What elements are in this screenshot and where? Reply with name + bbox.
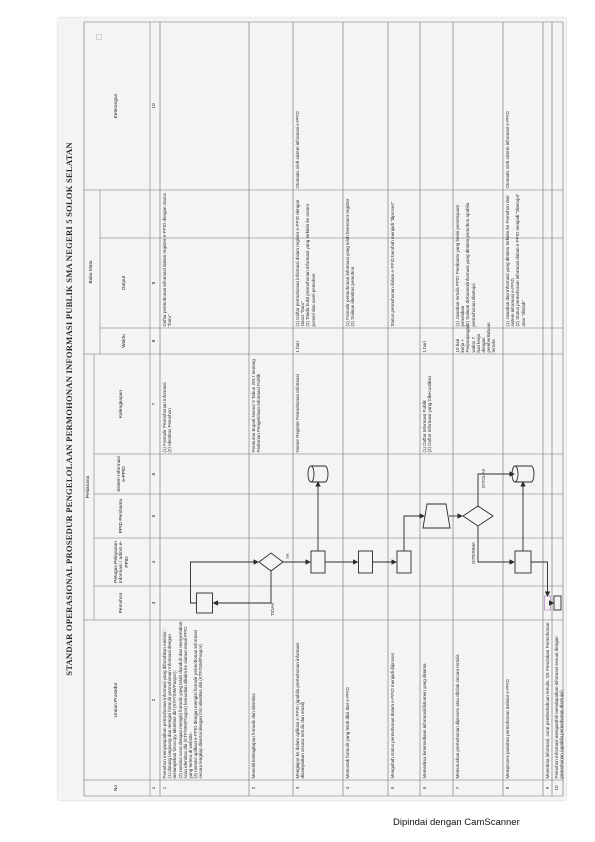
row-kelengkapan-line: Nomor Register Permohonan Informasi (295, 374, 300, 453)
header-sistem: Sistem Informasi e-PPID (116, 456, 127, 492)
column-number: 3 (152, 601, 158, 605)
row-kelengkapan-line: (1) Daftar Informasi Publik (422, 400, 427, 453)
document-title: STANDAR OPERASIONAL PROSEDUR PENGELOLAAN PERMOHONAN INFORMASI PUBLIK SMA NEGERI 5 SOLOK SELATAN (64, 142, 74, 676)
header-keterangan: Keterangan (114, 93, 120, 119)
row-number: 1 (162, 786, 167, 790)
row-waktu: 1 hari (422, 341, 427, 353)
row-output-line: (2) Salinan identitas pemohon (350, 266, 356, 327)
row-output-line: (2) Salinan dokumen/informasi yang diminta pemohon apabila permohonan disetujui (465, 202, 476, 327)
column-number: 10 (152, 103, 158, 109)
header-output: Output (122, 275, 128, 291)
row-uraian-line: Memproses jawaban permohonan melalui e-PPID (505, 679, 510, 779)
row-number: 5 (390, 786, 395, 790)
process-print-form (359, 551, 373, 573)
row-output-line: Status permohonan dalam e-PPID berubah menjadi "diproses" (390, 201, 395, 327)
flow-tidak-back (214, 571, 272, 603)
header-kelengkapan: Kelengkapan (119, 390, 125, 419)
row-keterangan-line: Otomatis oleh sistem informasi e-PPID (505, 111, 510, 189)
header-no: No (114, 784, 120, 792)
terminal-get-info (554, 596, 561, 610)
row-number: 2 (251, 786, 256, 790)
column-number: 8 (152, 339, 158, 343)
row-keterangan-line: Otomatis oleh sistem informasi e-PPID (295, 111, 300, 189)
header-baku-mutu: Baku Mutu (89, 260, 95, 284)
header-petugas: Petugas Pelayanan Informasi / admin e-PPID (113, 540, 130, 584)
row-uraian-line: Pemohon menyampaikan permohonan informasi yang dibutuhkan melalui : (162, 629, 167, 779)
row-output-line: (2) Status permohonan informasi dalam e-PPID menjadi "disetujui" atau "ditolak" (515, 193, 526, 327)
decision-check-completeness (259, 553, 283, 571)
scan-corner-mark (96, 34, 102, 40)
column-number: 4 (152, 560, 158, 564)
row-number: 6 (422, 786, 427, 790)
row-number: 9 (545, 786, 550, 790)
header-waktu: Waktu (122, 334, 128, 348)
flow-diterima (478, 526, 514, 562)
column-number: 1 (152, 786, 158, 790)
row-kelengkapan-line: (2) Daftar Informasi yang Dikecualikan (427, 375, 433, 453)
row-uraian-line: (2) melalui surat dengan mengisi formulir yang telah diunduh dan menyertakan scan identitas diri (KTP/SIM/Paspor) kemudian dikirim ke alamat email PPID yang tertera di website. (177, 621, 194, 779)
header-pelaksana: Pelaksana (86, 475, 92, 499)
row-uraian-line: Memeriksa ketersediaan informasi/dokumen yang diminta (422, 663, 427, 779)
row-number: 7 (455, 786, 460, 790)
decision-approve-reject (463, 506, 493, 526)
header-pemohon: Pemohon (119, 592, 125, 614)
row-waktu: 10 hari kerja + Perpanjangan waktu 7 hari kerja dengan pemberitahuan tertulis (455, 322, 497, 353)
row-number: 4 (345, 786, 350, 790)
process-send-answer (515, 551, 531, 573)
row-kelengkapan-line: (2) Identitas Pemohon (167, 408, 173, 453)
column-number: 9 (152, 281, 158, 285)
flow-update-to-check (404, 516, 424, 551)
database-eppid-register-top (308, 466, 314, 482)
row-kelengkapan-line: Peraturan Bupati Nomor 9 Tahun 2017 tentang Pedoman Pengelolaan Informasi Publik (251, 359, 262, 453)
row-number: 8 (505, 786, 510, 790)
rotated-sop-document (58, 18, 566, 800)
row-number: 10 (554, 785, 559, 791)
process-update-status (397, 551, 411, 573)
row-output-line: (1) Formulir permohonan informasi yang telah bernomor register (345, 198, 350, 327)
header-ppid-pembantu: PPID Pembantu (119, 498, 125, 534)
flowchart (58, 18, 566, 800)
label-diterima: DITERIMA (471, 542, 476, 564)
column-number: 2 (152, 698, 158, 702)
label-tidak: TIDAK (270, 602, 275, 616)
label-ditolak: DITOLAK (481, 468, 486, 488)
flow-answer-to-receive (531, 562, 548, 596)
process-input-eppid (311, 551, 325, 573)
row-uraian-line: Mencetak formulir yang telah diisi dari e-PPID (345, 687, 350, 779)
row-uraian-line: Mengubah status permohonan dalam e-PPID menjadi diproses (390, 652, 395, 779)
scanner-watermark: Dipindai dengan CamScanner (393, 817, 520, 828)
manual-check-availability (423, 504, 450, 528)
column-number: 5 (152, 514, 158, 518)
row-waktu: 1 hari (295, 341, 300, 353)
process-submit-request (197, 593, 213, 613)
header-uraian: Uraian Prosedur (114, 682, 120, 718)
scanned-page (58, 18, 566, 800)
row-uraian-line: (1) datang langsung dan mengisi formulir permohonan Informasi dengan melampirkan fotocopy identitas diri (KTP/SIM/Paspor); (167, 634, 178, 779)
column-number: 7 (152, 402, 158, 406)
row-output-line: (2) Tanda bukti permohonan informasi yang terkirim ke nomor ponsel dan surel pemohon (305, 203, 316, 327)
row-uraian-line: Menerima informasi, surat pemberitahuan tertulis, SK Penolakan Permohonan (545, 622, 550, 779)
row-output-line: (1) Jawaban dan informasi yang diminta terkirim ke Pemohon dari sistem informasi e-PPID (505, 195, 516, 327)
row-uraian-line: Memutuskan permohonan diproses atau ditolak secara tertulis (455, 654, 460, 779)
row-number: 3 (295, 786, 300, 790)
column-number: 6 (152, 472, 158, 476)
row-uraian-line: Pemohon Informasi mengambil/ mendapatkan informasi sesuai dengan permohonan (apabila permohonan disetujui) (554, 636, 565, 779)
label-ya: YA (285, 553, 290, 559)
row-output-line: (1) Jawaban tertulis PPID Pembantu yang berisi persetujuan/ penolakan (455, 204, 466, 327)
row-uraian-line: (3) melalui aplikasi e-PPID dengan mengisi formulir permohonan informasi secara lengkap disertai dengan foto identitas diri (KTP/SIM/Paspor) (193, 630, 204, 779)
row-uraian-line: Menginput ke dalam aplikasi e-PPID (apabila permohonan informasi disampaikan secara tertulis dan email) (295, 642, 306, 779)
row-output-line: (1) Daftar permohonan informasi dalam register e-PPID dengan status "baru" (295, 199, 306, 327)
flow-1-to-2 (191, 562, 259, 603)
row-output-line: Daftar permohonan informasi dalam register e-PPID dengan status "baru" (162, 193, 173, 327)
row-uraian-line: Meneliti kelengkapan formulir dan identitas (251, 693, 256, 779)
terminal-receive-info (545, 596, 551, 610)
row-kelengkapan-line: (1) Formulir Permohonan Informasi (162, 382, 167, 453)
